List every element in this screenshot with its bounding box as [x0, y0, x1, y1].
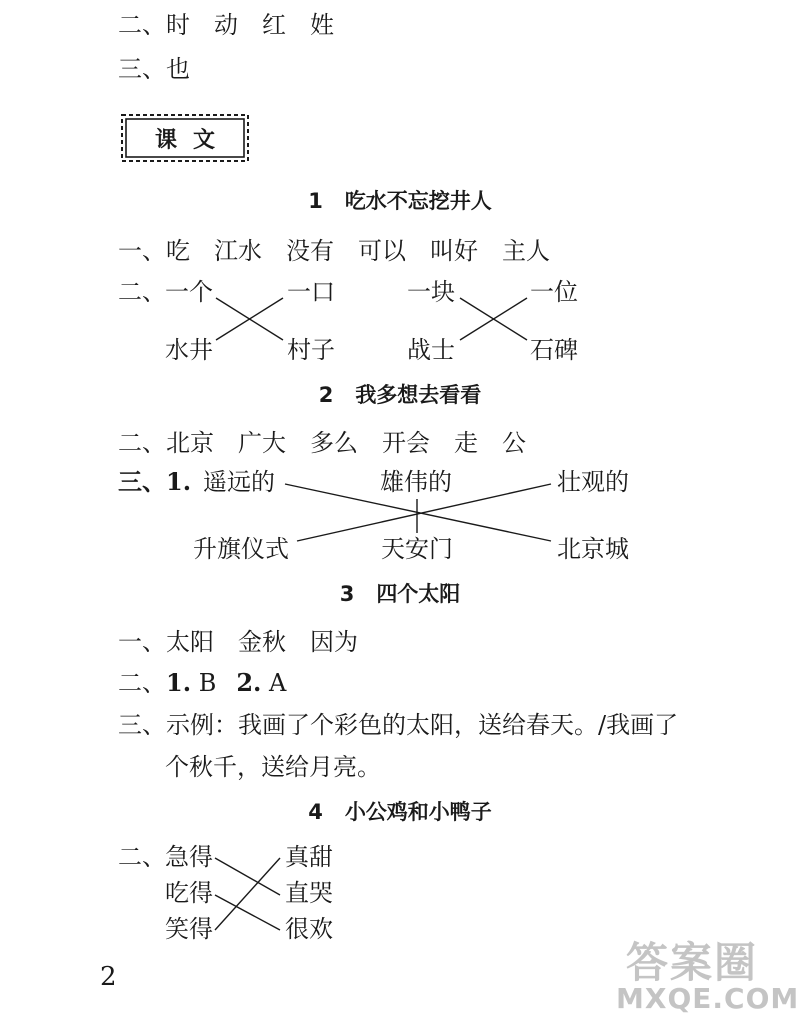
left-word-2: 吃得	[165, 879, 213, 907]
lesson-1-q1: 一、吃 江水 没有 可以 叫好 主人	[118, 237, 550, 265]
answer-line-2: 二、时 动 红 姓	[118, 11, 334, 39]
watermark-url: MXQE.COM	[616, 982, 800, 1015]
bottom-word-3: 北京城	[557, 535, 629, 563]
left-word-1: 急得	[165, 843, 213, 871]
lesson-4-q2-label: 二、	[118, 843, 166, 871]
watermark	[612, 930, 800, 1020]
pair-word-4: 村子	[287, 336, 335, 364]
lesson-1-number: 1	[308, 189, 323, 213]
right-word-1: 真甜	[285, 843, 333, 871]
top-word-2: 雄伟的	[380, 468, 452, 496]
watermark-logo-text: 答案圈	[626, 938, 759, 987]
lesson-3-q1: 一、太阳 金秋 因为	[118, 628, 358, 656]
answer-line-3: 三、也	[118, 55, 190, 83]
lesson-3-q2-a-value: B	[198, 669, 217, 697]
pair-word-1: 一个	[165, 278, 213, 306]
page-number: 2	[100, 962, 117, 992]
lesson-3-q3-line-2: 个秋千，送给月亮。	[165, 753, 381, 781]
pair-word-8: 石碑	[530, 336, 578, 364]
lesson-2-title: 我多想去看看	[355, 383, 482, 407]
match-line-l4-a	[215, 858, 280, 895]
match-line-l4-c	[215, 858, 280, 930]
right-word-3: 很欢	[285, 915, 333, 943]
left-word-3: 笑得	[165, 915, 213, 943]
lesson-3-q2-b-number: 2.	[236, 668, 262, 697]
lesson-4-number: 4	[308, 800, 323, 824]
lesson-3-q2-a-number: 1.	[166, 668, 192, 697]
lesson-3-number: 3	[339, 582, 355, 606]
lesson-1-title: 吃水不忘挖井人	[344, 189, 492, 213]
lesson-3-title: 四个太阳	[376, 582, 461, 606]
bottom-word-2: 天安门	[381, 535, 453, 563]
lesson-1-q2-label: 二、	[118, 278, 166, 306]
pair-word-3: 水井	[165, 336, 213, 364]
lesson-3-q2-label: 二、	[118, 669, 166, 697]
lesson-3-q3-line-1: 三、示例：我画了个彩色的太阳，送给春天。/我画了	[118, 711, 679, 739]
top-word-1: 遥远的	[203, 468, 275, 496]
lesson-4-title: 小公鸡和小鸭子	[344, 800, 492, 824]
top-word-3: 壮观的	[557, 468, 629, 496]
pair-word-2: 一口	[287, 278, 335, 306]
match-line-l4-b	[215, 895, 280, 930]
pair-word-5: 一块	[407, 278, 455, 306]
bottom-word-1: 升旗仪式	[193, 535, 289, 563]
pair-word-7: 战士	[407, 336, 455, 364]
section-title: 课文	[154, 128, 231, 153]
lesson-2-number: 2	[318, 383, 334, 407]
lesson-2-q3-label: 三、1.	[118, 467, 192, 496]
pair-word-6: 一位	[530, 278, 578, 306]
lesson-2-q2: 二、北京 广大 多么 开会 走 公	[118, 429, 526, 457]
right-word-2: 直哭	[285, 879, 333, 907]
lesson-3-q2-b-value: A	[269, 669, 287, 697]
